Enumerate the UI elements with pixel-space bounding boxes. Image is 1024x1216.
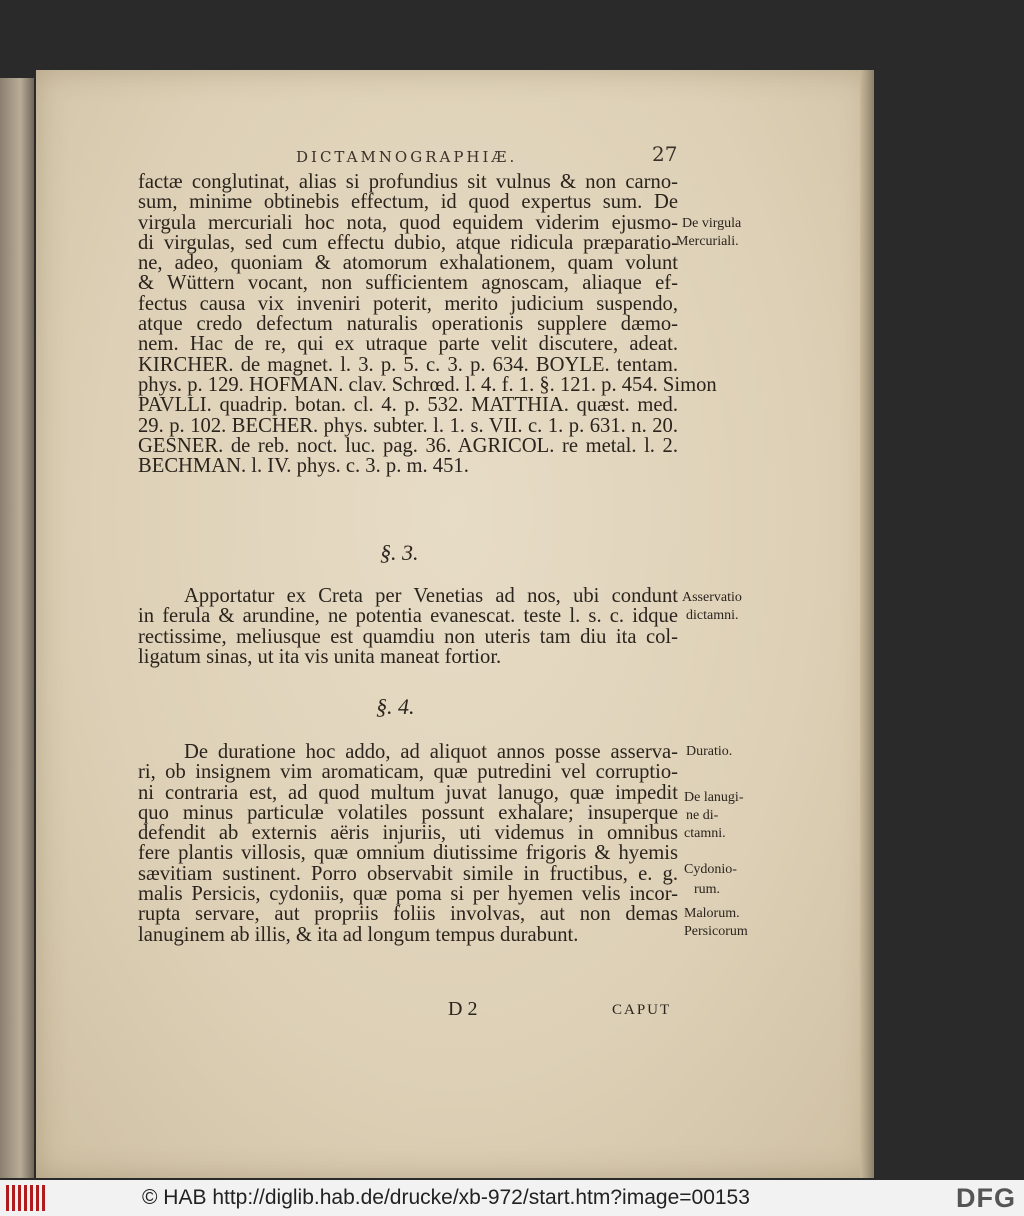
margin-note-ne-di: ne di- xyxy=(686,808,719,823)
running-head: DICTAMNOGRAPHIÆ. xyxy=(296,148,518,166)
hab-logo-icon xyxy=(6,1185,46,1211)
text-line: ni contraria est, ad quod multum juvat lanugo, quæ impedit xyxy=(138,781,678,804)
text-line: ligatum sinas, ut ita vis unita maneat fortior. xyxy=(138,645,502,668)
text-line: factæ conglutinat, alias si profundius sit vulnus & non carno- xyxy=(138,171,678,193)
dfg-logo: DFG xyxy=(956,1183,1016,1213)
margin-note-cydonio: Cydonio- xyxy=(684,862,737,877)
margin-note-malorum: Malorum. xyxy=(684,906,740,921)
margin-note-mercuriali: Mercuriali. xyxy=(676,234,739,249)
section-mark-3: §. 3. xyxy=(380,540,419,565)
catchword: CAPUT xyxy=(612,1002,672,1018)
margin-note-rum: rum. xyxy=(694,882,721,897)
text-line: in ferula & arundine, ne potentia evanescat. teste l. s. c. idque xyxy=(138,605,678,628)
text-line: ri, ob insignem vim aromaticam, quæ putredini vel corruptio- xyxy=(138,761,678,784)
text-line: sum, minime obtinebis effectum, id quod expertus sum. De xyxy=(138,191,678,214)
margin-note-duratio: Duratio. xyxy=(686,744,733,759)
footer-bar xyxy=(0,1180,1024,1216)
margin-note-dictamni: dictamni. xyxy=(686,608,739,623)
signature-mark: D 2 xyxy=(448,998,478,1020)
text-line: GESNER. de reb. noct. luc. pag. 36. AGRICOL. re metal. l. 2. xyxy=(138,434,678,457)
text-line: nem. Hac de re, qui ex utraque parte velit discutere, adeat. xyxy=(138,333,678,356)
text-line: rectissime, meliusque est quamdiu non uteris tam diu ita col- xyxy=(138,625,678,648)
text-line: BECHMAN. l. IV. phys. c. 3. p. m. 451. xyxy=(138,455,469,478)
section-mark-4: §. 4. xyxy=(376,694,415,719)
text-line: lanuginem ab illis, & ita ad longum tempus durabunt. xyxy=(138,923,579,946)
text-line: fectus causa vix inveniri poterit, merito judicium suspendo, xyxy=(138,292,678,315)
text-line: Apportatur ex Creta per Venetias ad nos, ubi condunt xyxy=(184,585,678,607)
text-line: ne, adeo, quoniam & atomorum exhalationem, quam volunt xyxy=(138,252,678,275)
section-2-text xyxy=(138,586,678,667)
margin-note-ctamni: ctamni. xyxy=(684,826,726,841)
page-number: 27 xyxy=(652,142,678,166)
left-page-edge xyxy=(0,78,34,1178)
footer-copyright-link[interactable]: © HAB http://diglib.hab.de/drucke/xb-972/start.htm?image=00153 xyxy=(142,1186,750,1209)
page-edge-shadow xyxy=(860,70,874,1178)
text-line: atque credo defectum naturalis operationis supplere dæmo- xyxy=(138,313,678,336)
text-line: quo minus particulæ volatiles possunt exhalare; insuperque xyxy=(138,801,678,824)
text-line: fere plantis villosis, quæ omnium diutissime frigoris & hyemis xyxy=(138,842,678,865)
margin-note-asservatio: Asservatio xyxy=(682,590,742,605)
text-line: defendit ab externis aëris injuriis, uti videmus in omnibus xyxy=(138,822,678,845)
text-line: De duratione hoc addo, ad aliquot annos posse asserva- xyxy=(184,741,678,763)
text-line: phys. p. 129. HOFMAN. clav. Schrœd. l. 4. f. 1. §. 121. p. 454. Simon xyxy=(138,373,717,396)
text-line: & Wüttern vocant, non sufficientem agnoscam, aliaque ef- xyxy=(138,272,678,295)
text-line: PAVLLI. quadrip. botan. cl. 4. p. 532. MATTHIA. quæst. med. xyxy=(138,394,678,417)
margin-note-virgula: De virgula xyxy=(682,216,742,231)
text-line: KIRCHER. de magnet. l. 3. p. 5. c. 3. p. 634. BOYLE. tentam. xyxy=(138,353,678,376)
text-line: 29. p. 102. BECHER. phys. subter. l. 1. s. VII. c. 1. p. 631. n. 20. xyxy=(138,414,678,437)
text-line: sævitiam sustinent. Porro observabit simile in fructibus, e. g. xyxy=(138,862,678,885)
text-line: rupta servare, aut propriis foliis involvas, aut non demas xyxy=(138,903,678,926)
margin-note-de-lanugine: De lanugi- xyxy=(684,790,744,805)
margin-note-persicorum: Persicorum xyxy=(684,924,748,939)
section-3-text xyxy=(138,742,678,945)
text-line: malis Persicis, cydoniis, quæ poma si per hyemen velis incor- xyxy=(138,883,678,906)
text-line: di virgulas, sed cum effectu dubio, atque ridicula præparatio- xyxy=(138,231,678,254)
text-line: virgula mercuriali hoc nota, quod equidem viderim ejusmo- xyxy=(138,211,678,234)
section-1-text xyxy=(138,171,717,478)
